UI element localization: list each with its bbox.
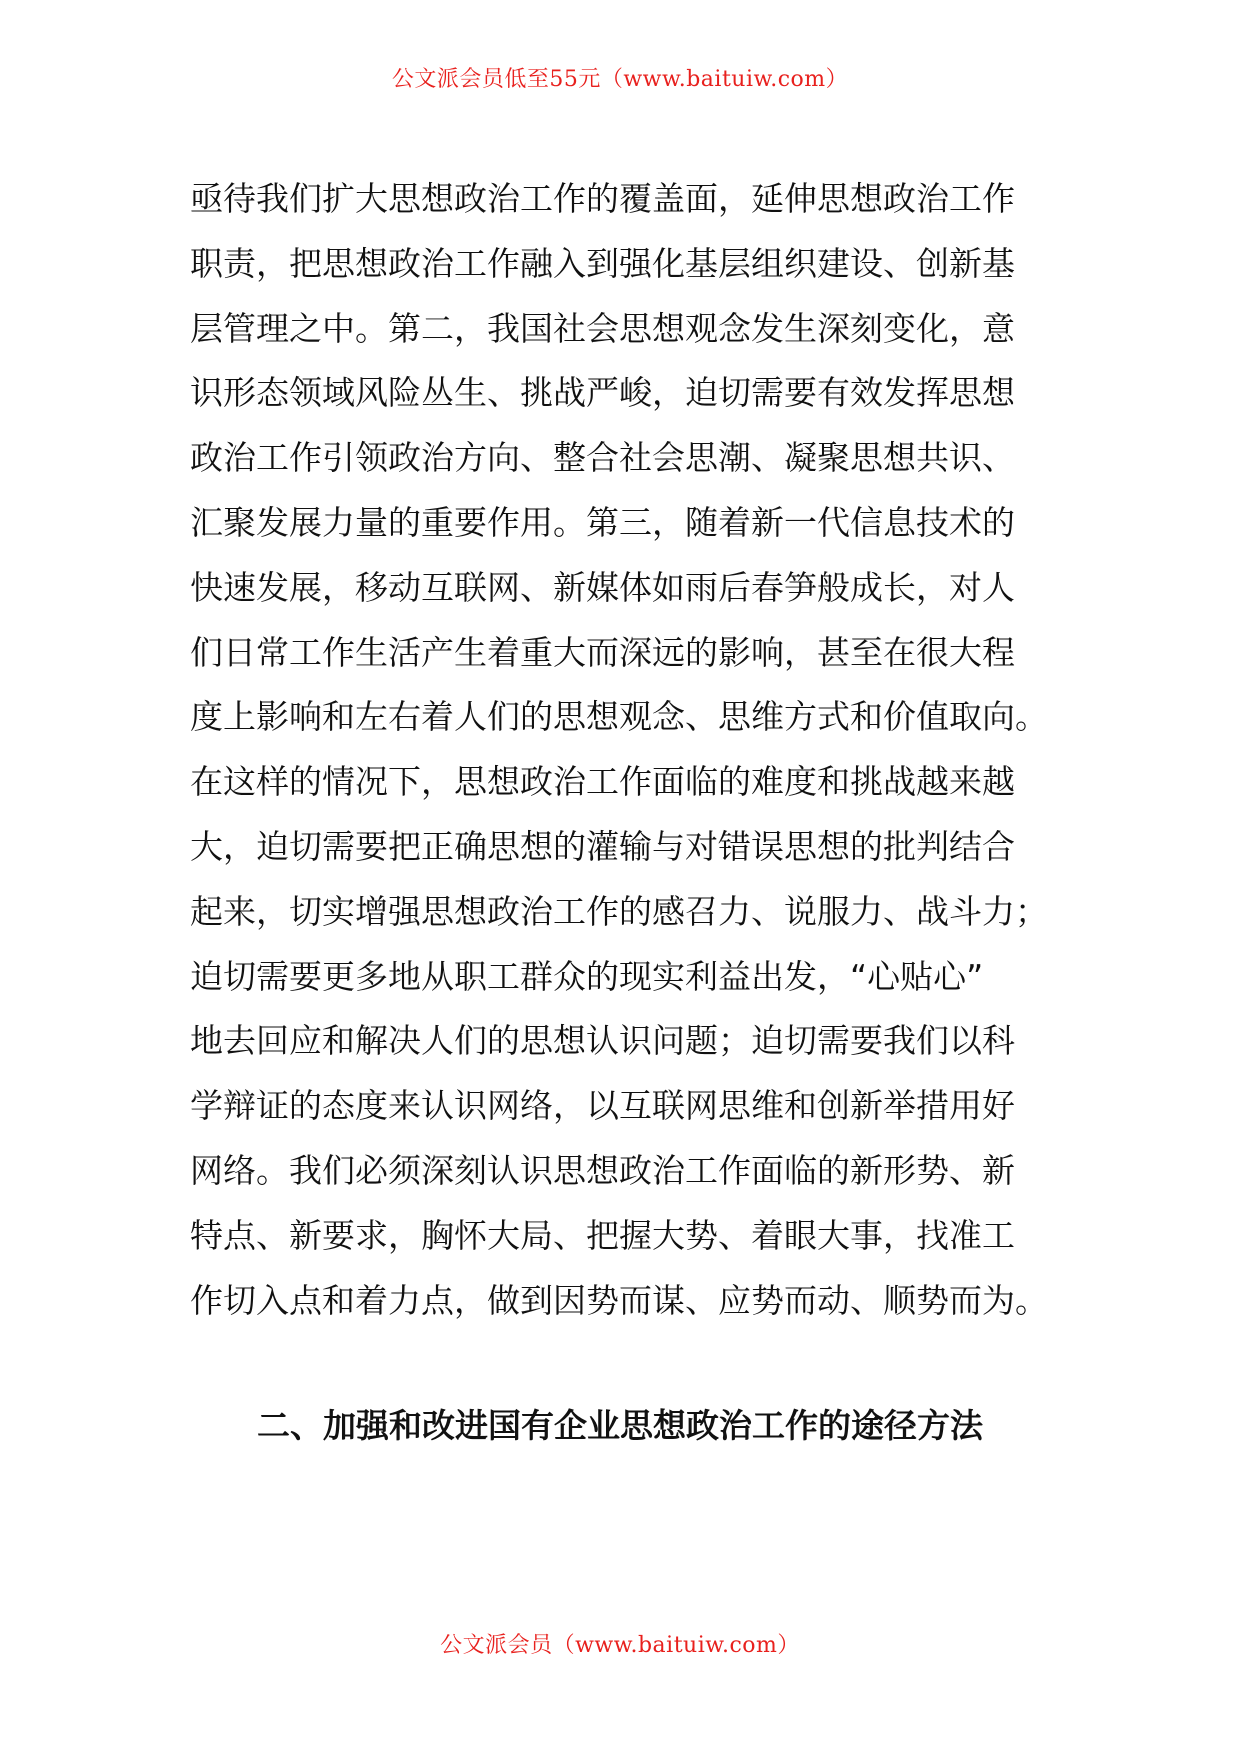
paragraph-line: 大，迫切需要把正确思想的灌输与对错误思想的批判结合	[190, 826, 1015, 866]
paragraph-line: 识形态领域风险丛生、挑战严峻，迫切需要有效发挥思想	[190, 373, 1015, 413]
body-paragraph	[190, 167, 1070, 1333]
paragraph-line: 特点、新要求，胸怀大局、把握大势、着眼大事，找准工	[190, 1215, 1015, 1255]
paragraph-line: 层管理之中。第二，我国社会思想观念发生深刻变化，意	[190, 308, 1015, 348]
paragraph-line: 快速发展，移动互联网、新媒体如雨后春笋般成长，对人	[190, 567, 1015, 607]
paragraph-line: 职责，把思想政治工作融入到强化基层组织建设、创新基	[190, 243, 1015, 283]
paragraph-line: 作切入点和着力点，做到因势而谋、应势而动、顺势而为。	[190, 1280, 1048, 1320]
paragraph-line: 政治工作引领政治方向、整合社会思潮、凝聚思想共识、	[190, 438, 1015, 478]
paragraph-line: 在这样的情况下，思想政治工作面临的难度和挑战越来越	[190, 762, 1015, 802]
paragraph-line: 们日常工作生活产生着重大而深远的影响，甚至在很大程	[190, 632, 1015, 672]
paragraph-line: 汇聚发展力量的重要作用。第三，随着新一代信息技术的	[190, 502, 1015, 542]
paragraph-line: 地去回应和解决人们的思想认识问题；迫切需要我们以科	[190, 1021, 1015, 1061]
footer-banner-link[interactable]: 公文派会员（www.baituiw.com）	[440, 1633, 800, 1658]
paragraph-line: 度上影响和左右着人们的思想观念、思维方式和价值取向。	[190, 697, 1048, 737]
paragraph-line: 学辩证的态度来认识网络，以互联网思维和创新举措用好	[190, 1086, 1015, 1126]
paragraph-line: 起来，切实增强思想政治工作的感召力、说服力、战斗力；	[190, 891, 1048, 931]
paragraph-line: 迫切需要更多地从职工群众的现实利益出发，“心贴心”	[190, 956, 984, 996]
paragraph-line: 网络。我们必须深刻认识思想政治工作面临的新形势、新	[190, 1150, 1015, 1190]
header-banner-link[interactable]: 公文派会员低至55元（www.baituiw.com）	[391, 67, 849, 92]
paragraph-line: 亟待我们扩大思想政治工作的覆盖面，延伸思想政治工作	[190, 179, 1015, 218]
section-heading: 二、加强和改进国有企业思想政治工作的途径方法	[257, 1406, 983, 1445]
